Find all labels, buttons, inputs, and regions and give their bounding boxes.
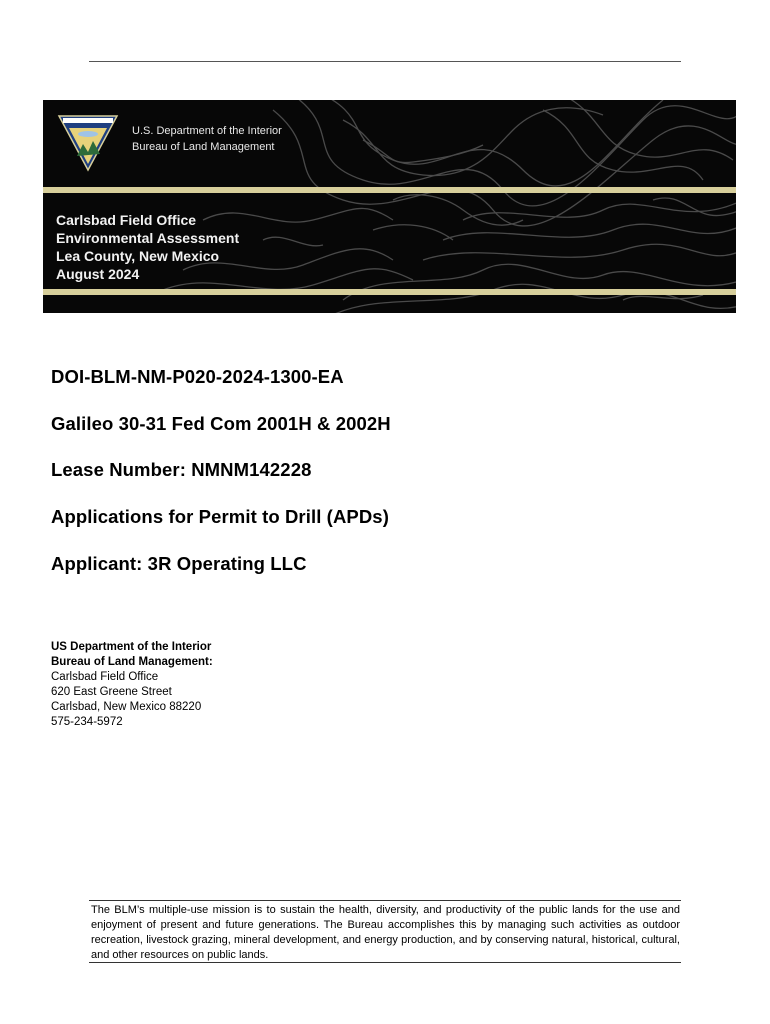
agency-line-1: U.S. Department of the Interior <box>132 125 282 137</box>
gold-divider-top <box>43 187 736 193</box>
cover-date: August 2024 <box>56 266 140 282</box>
doc-id-heading: DOI-BLM-NM-P020-2024-1300-EA <box>51 366 344 387</box>
applicant-heading: Applicant: 3R Operating LLC <box>51 553 307 574</box>
address-phone: 575-234-5972 <box>51 716 123 728</box>
address-department: US Department of the Interior <box>51 641 212 653</box>
address-office: Carlsbad Field Office <box>51 671 159 683</box>
apd-heading: Applications for Permit to Drill (APDs) <box>51 506 389 527</box>
gold-divider-bottom <box>43 289 736 295</box>
address-bureau: Bureau of Land Management: <box>51 656 213 668</box>
cover-doc-type: Environmental Assessment <box>56 230 240 246</box>
office-address <box>51 640 213 730</box>
address-city: Carlsbad, New Mexico 88220 <box>51 701 202 713</box>
lease-heading: Lease Number: NMNM142228 <box>51 459 312 480</box>
agency-name <box>132 123 282 155</box>
cover-info <box>56 211 239 283</box>
blm-logo-icon <box>57 114 119 172</box>
cover-location: Lea County, New Mexico <box>56 248 220 264</box>
project-heading: Galileo 30-31 Fed Com 2001H & 2002H <box>51 413 391 434</box>
address-street: 620 East Greene Street <box>51 686 172 698</box>
cover-banner <box>43 100 736 313</box>
mission-rule-bottom <box>89 962 681 963</box>
agency-line-2: Bureau of Land Management <box>132 141 275 153</box>
top-rule <box>89 61 681 62</box>
mission-rule-top <box>89 900 681 901</box>
mission-statement: The BLM’s multiple-use mission is to sustain the health, diversity, and productivity of the public lands for the use and enjoyment of present and future generations. The Bureau accomplishes this by managing such activities as outdoor recreation, livestock grazing, mineral development, and energy production, and by conserving natural, historical, cultural, and other resources on public lands. <box>91 904 680 961</box>
cover-office: Carlsbad Field Office <box>56 212 197 228</box>
